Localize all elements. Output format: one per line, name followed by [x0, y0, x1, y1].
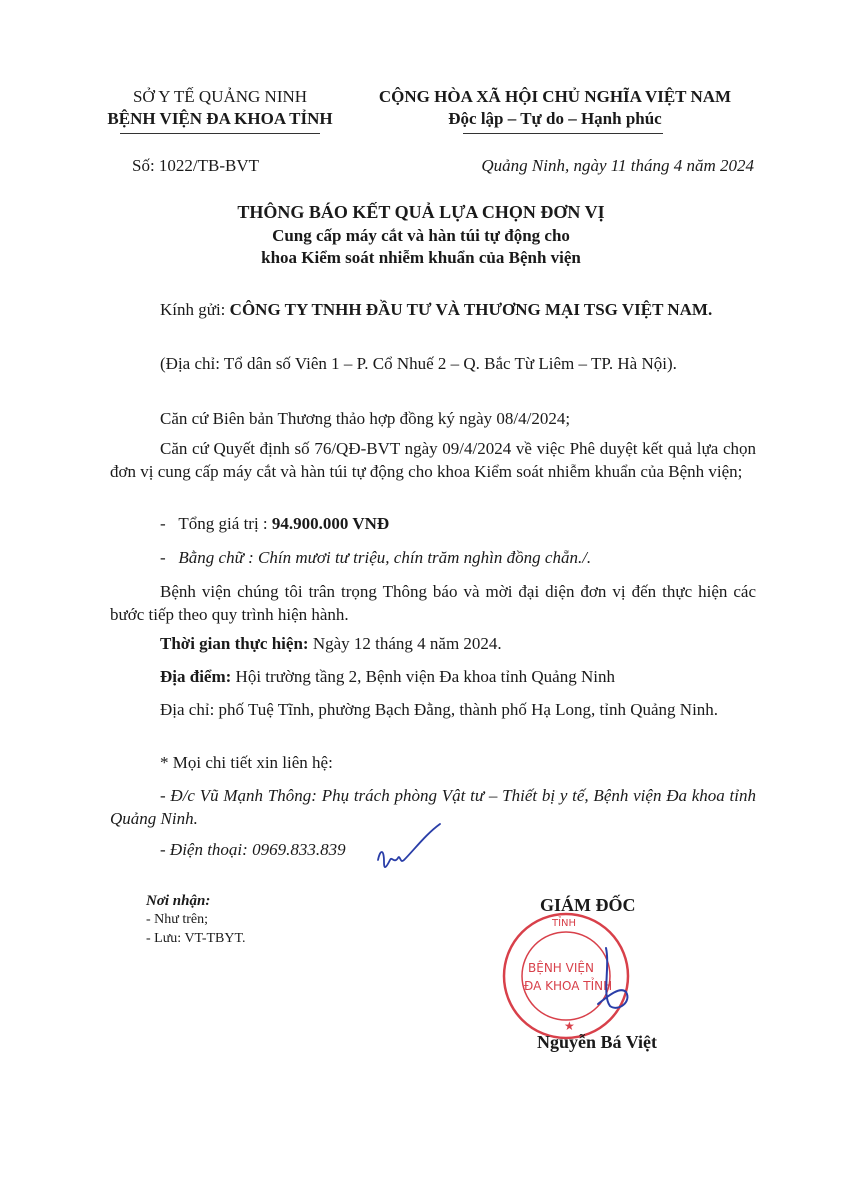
recipient-name: CÔNG TY TNHH ĐẦU TƯ VÀ THƯƠNG MẠI TSG VIỆT NAM.	[229, 300, 713, 319]
recipients-block	[146, 893, 246, 948]
recipient-paragraph	[110, 298, 756, 321]
contact-person: - Đ/c Vũ Mạnh Thông: Phụ trách phòng Vật tư – Thiết bị y tế, Bệnh viện Đa khoa tỉnh Quảng Ninh.	[110, 786, 756, 828]
total-label: Tổng giá trị :	[178, 514, 272, 533]
seal-top-text: TỈNH	[552, 918, 577, 929]
time-line	[110, 632, 756, 655]
recipient-item: - Lưu: VT-TBYT.	[146, 931, 246, 946]
phone-line: - Điện thoại: 0969.833.839	[160, 840, 346, 859]
venue-value: Hội trường tầng 2, Bệnh viện Đa khoa tỉnh Quảng Ninh	[231, 667, 615, 686]
recipient-label: Kính gửi:	[160, 300, 230, 319]
total-value-line	[160, 514, 389, 534]
in-words: Bằng chữ : Chín mươi tư triệu, chín trăm nghìn đồng chẵn./.	[178, 548, 592, 567]
national-header	[355, 86, 755, 130]
country-name: CỘNG HÒA XÃ HỘI CHỦ NGHĨA VIỆT NAM	[378, 87, 732, 106]
recipient-item: - Như trên;	[146, 912, 209, 927]
basis-2: Căn cứ Quyết định số 76/QĐ-BVT ngày 09/4/2024 về việc Phê duyệt kết quả lựa chọn đơn vị cung cấp máy cắt và hàn túi tự động cho khoa Kiểm soát nhiễm khuẩn của Bệnh viện;	[110, 439, 756, 481]
bullet-dash: -	[160, 514, 179, 533]
org-line1: SỞ Y TẾ QUẢNG NINH	[132, 87, 308, 106]
contact-intro: * Mọi chi tiết xin liên hệ:	[160, 753, 333, 772]
seal-star: ★	[564, 1019, 575, 1033]
motto: Độc lập – Tự do – Hạnh phúc	[448, 109, 662, 128]
org-underline	[120, 133, 320, 134]
doc-subtitle-1: Cung cấp máy cắt và hàn túi tự động cho	[272, 226, 570, 245]
seal-line2: ĐA KHOA TỈNH	[524, 979, 613, 993]
recipients-label: Nơi nhận:	[146, 893, 211, 909]
org-line2: BỆNH VIỆN ĐA KHOA TỈNH	[107, 109, 333, 128]
seal-line1: BỆNH VIỆN	[528, 961, 594, 975]
invite-paragraph: Bệnh viện chúng tôi trân trọng Thông báo và mời đại diện đơn vị đến thực hiện các bước tiếp theo quy trình hiện hành.	[110, 582, 756, 624]
doc-number: Số: 1022/TB-BVT	[132, 156, 260, 175]
initial-signature-icon	[374, 820, 444, 880]
bullet-dash: -	[160, 548, 179, 567]
time-label: Thời gian thực hiện:	[160, 634, 309, 653]
signer-name: Nguyễn Bá Việt	[537, 1032, 658, 1052]
recipient-address: (Địa chỉ: Tổ dân số Viên 1 – P. Cổ Nhuế 2 – Q. Bắc Từ Liêm – TP. Hà Nội).	[160, 354, 677, 373]
doc-subtitle-2: khoa Kiểm soát nhiễm khuẩn của Bệnh viện	[261, 248, 581, 267]
doc-title: THÔNG BÁO KẾT QUẢ LỰA CHỌN ĐƠN VỊ	[237, 202, 605, 222]
signer-title: GIÁM ĐỐC	[540, 895, 636, 915]
in-words-line	[160, 548, 591, 568]
place-date: Quảng Ninh, ngày 11 tháng 4 năm 2024	[481, 156, 754, 175]
issuing-authority	[90, 86, 350, 130]
basis-1: Căn cứ Biên bản Thương thảo hợp đồng ký ngày 08/4/2024;	[160, 409, 571, 428]
official-seal-icon	[498, 906, 638, 1046]
motto-underline	[463, 133, 663, 134]
total-value: 94.900.000 VNĐ	[271, 514, 390, 533]
venue-line	[110, 665, 756, 688]
time-value: Ngày 12 tháng 4 năm 2024.	[308, 634, 502, 653]
venue-label: Địa điểm:	[160, 667, 232, 686]
address-paragraph: Địa chỉ: phố Tuệ Tĩnh, phường Bạch Đằng, thành phố Hạ Long, tỉnh Quảng Ninh.	[160, 700, 719, 719]
